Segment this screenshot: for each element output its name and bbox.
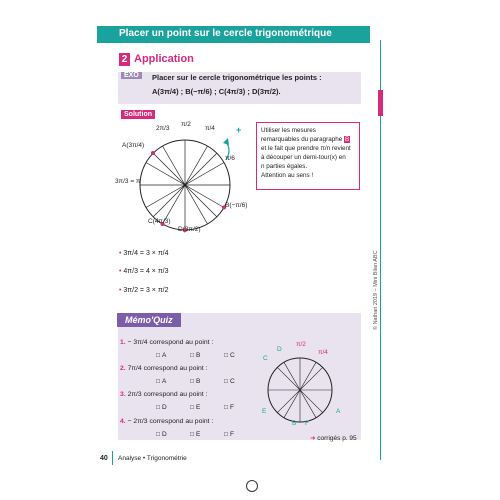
page-number: 40	[100, 455, 108, 462]
q4-option-d[interactable]: □ D	[156, 431, 167, 438]
q4-option-e[interactable]: □ E	[190, 431, 200, 438]
q2-option-a[interactable]: □ A	[156, 378, 166, 385]
solution-circle-diagram	[130, 130, 240, 240]
q1-option-b[interactable]: □ B	[190, 352, 200, 359]
copyright-notice: © Nathan 2019 – Mini Bilan ABC	[373, 250, 379, 330]
label-plus: +	[236, 125, 242, 135]
note-line-1: Utiliser les mesures	[261, 127, 316, 134]
q3-option-e[interactable]: □ E	[190, 404, 200, 411]
paragraph-ref-badge: B	[344, 136, 350, 143]
note-line-2: remarquables du paragraphe B	[261, 136, 350, 143]
note-line-5: n parties égales.	[261, 163, 308, 170]
quiz-label-e: E	[262, 408, 267, 415]
quiz-question-1: 1. − 3π/4 correspond au point :	[120, 339, 214, 346]
quiz-question-3: 3. 2π/3 correspond au point :	[120, 391, 208, 398]
label-2pi3: 2π/3	[156, 125, 170, 132]
header-bar	[97, 26, 370, 43]
q4-option-f[interactable]: □ F	[224, 431, 234, 438]
q3-option-d[interactable]: □ D	[156, 404, 167, 411]
label-b: B(−π/6)	[225, 202, 248, 209]
q2-option-b[interactable]: □ B	[190, 378, 200, 385]
bullet-3: • 3π/2 = 3 × π/2	[119, 287, 169, 294]
note-line-3: et le fait que prendre π/n revient	[261, 145, 351, 152]
point-a-marker	[151, 151, 155, 155]
label-d: D(3π/2)	[178, 226, 201, 233]
quiz-label-b: B	[292, 420, 297, 427]
bullet-2: • 4π/3 = 4 × π/3	[119, 268, 169, 275]
memo-quiz-title: Mémo'Quiz	[117, 313, 181, 327]
label-c: C(4π/3)	[148, 218, 171, 225]
label-pi: 3π/3 = π	[115, 178, 141, 185]
q3-option-f[interactable]: □ F	[224, 404, 234, 411]
q2-option-c[interactable]: □ C	[224, 378, 235, 385]
note-line-4: à découper un demi-tour(x) en	[261, 154, 346, 161]
label-a: A(3π/4)	[122, 142, 145, 149]
solution-note	[256, 122, 360, 190]
footer-breadcrumb: Analyse • Trigonométrie	[118, 455, 187, 462]
label-pi2: π/2	[181, 121, 191, 128]
exercise-instruction: Placer sur le cercle trigonométrique les points :	[152, 73, 322, 82]
registration-mark	[246, 480, 258, 492]
corrections-link[interactable]: ➜ corrigés p. 95	[310, 435, 357, 442]
q1-option-c[interactable]: □ C	[224, 352, 235, 359]
quiz-circle-diagram	[262, 352, 341, 428]
section-title: Application	[134, 53, 194, 65]
quiz-label-a: A	[336, 408, 341, 415]
label-pi6: π/6	[225, 155, 235, 162]
chapter-thumb-tab	[378, 90, 383, 116]
quiz-label-pi2: π/2	[296, 341, 306, 348]
label-pi4: π/4	[205, 125, 215, 132]
section-number: 2	[119, 53, 130, 66]
page-title: Placer un point sur le cercle trigonométrique	[119, 28, 332, 39]
note-line-6: Attention au sens !	[261, 172, 314, 179]
bullet-1: • 3π/4 = 3 × π/4	[119, 250, 169, 257]
footer-rule	[112, 451, 113, 465]
quiz-question-2: 2. 7π/4 correspond au point :	[120, 365, 208, 372]
quiz-label-c: C	[263, 355, 268, 362]
exercise-points: A(3π/4) ; B(−π/6) ; C(4π/3) ; D(3π/2).	[152, 87, 281, 96]
quiz-label-pi4: π/4	[318, 349, 328, 356]
quiz-question-4: 4. − 2π/3 correspond au point :	[120, 418, 214, 425]
solution-tag: Solution	[121, 110, 155, 119]
exercise-tag: EXO	[121, 72, 142, 79]
q1-option-a[interactable]: □ A	[156, 352, 166, 359]
quiz-label-d: D	[277, 346, 282, 353]
quiz-label-f: F	[305, 420, 309, 427]
